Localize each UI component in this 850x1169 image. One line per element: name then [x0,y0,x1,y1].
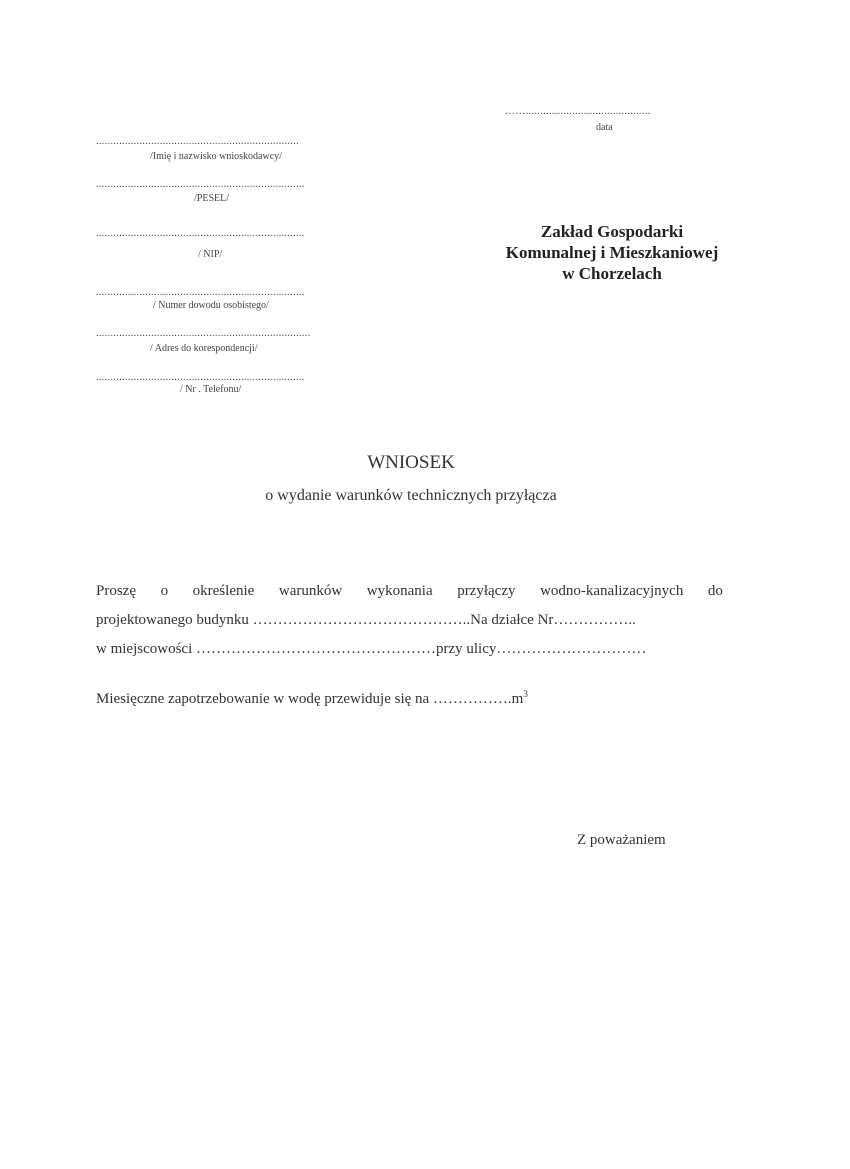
address-label: / Adres do korespondencji/ [150,343,258,354]
id-number-label: / Numer dowodu osobistego/ [153,300,269,311]
recipient-line-2: Komunalnej i Mieszkaniowej [505,243,719,262]
id-number-dots: ........................................................................ [96,287,305,298]
word: o [160,583,169,599]
phone-label: / Nr . Telefonu/ [180,384,242,395]
word: wodno-kanalizacyjnych [540,583,684,599]
date-dots: ……........................................... [505,106,651,117]
document-title: WNIOSEK [367,452,455,473]
date-label: data [596,122,613,133]
body-line-1 [96,583,723,600]
address-dots: .......................................................................... [96,328,311,339]
pesel-label: /PESEL/ [194,193,230,204]
recipient-block [462,221,762,284]
recipient-line-3: w Chorzelach [562,264,662,283]
nip-label: / NIP/ [198,249,223,260]
phone-dots: ........................................................................ [96,372,305,383]
word: do [707,583,723,599]
body-line-4 [96,689,528,708]
word: przyłączy [457,583,516,599]
body-line-2: projektowanego budynku ……………………………………..Na działce Nr…………….. [96,612,636,628]
word: wykonania [366,583,433,599]
closing: Z poważaniem [577,832,666,848]
name-dots: ...................................................................... [96,136,299,147]
word: określenie [192,583,255,599]
cubic-superscript: 3 [523,689,528,699]
body-line-3: w miejscowości …………………………………………przy ulicy………………………… [96,641,647,657]
recipient-line-1: Zakład Gospodarki [540,222,684,241]
name-label: /Imię i nazwisko wnioskodawcy/ [150,151,282,162]
word: Proszę [96,583,136,599]
word: warunków [278,583,343,599]
water-demand-text: Miesięczne zapotrzebowanie w wodę przewiduje się na …………….m [96,691,524,707]
pesel-dots: ........................................................................ [96,179,305,190]
document-subtitle: o wydanie warunków technicznych przyłącza [265,487,557,504]
nip-dots: ........................................................................ [96,228,305,239]
